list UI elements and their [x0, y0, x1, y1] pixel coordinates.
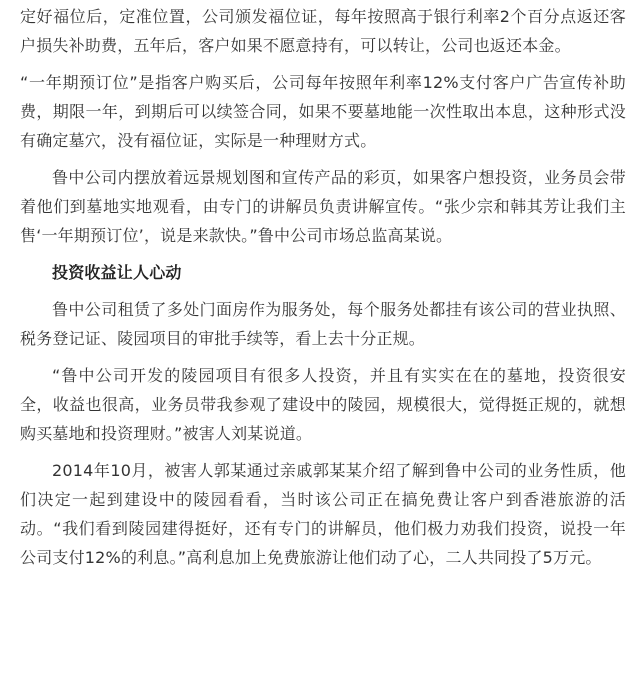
- article-paragraph: 定好福位后，定准位置，公司颁发福位证，每年按照高于银行利率2个百分点返还客户损失补助费，五年后，客户如果不愿意持有，可以转让，公司也返还本金。: [20, 7, 626, 55]
- article-paragraph: 鲁中公司租赁了多处门面房作为服务处，每个服务处都挂有该公司的营业执照、税务登记证、陵园项目的审批手续等，看上去十分正规。: [20, 300, 626, 348]
- article-paragraph: 鲁中公司内摆放着远景规划图和宣传产品的彩页，如果客户想投资，业务员会带着他们到墓地实地观看，由专门的讲解员负责讲解宣传。“张少宗和韩其芳让我们主售‘一年期预订位’，说是来款快。”鲁中公司市场总监高某说。: [20, 168, 626, 245]
- article-paragraph: “鲁中公司开发的陵园项目有很多人投资，并且有实实在在的墓地，投资很安全，收益也很高，业务员带我参观了建设中的陵园，规模很大，觉得挺正规的，就想购买墓地和投资理财。”被害人刘某说道。: [20, 366, 626, 443]
- article-paragraph: 2014年10月，被害人郭某通过亲戚郭某某介绍了解到鲁中公司的业务性质，他们决定一起到建设中的陵园看看，当时该公司正在搞免费让客户到香港旅游的活动。“我们看到陵园建得挺好，还有专门的讲解员，他们极力劝我们投资，说投一年公司支付12%的利息。”高利息加上免费旅游让他们动了心，二人共同投了5万元。: [20, 461, 626, 567]
- article-paragraph: “一年期预订位”是指客户购买后，公司每年按照年利率12%支付客户广告宣传补助费，期限一年，到期后可以续签合同，如果不要墓地能一次性取出本息，这种形式没有确定墓穴，没有福位证，实际是一种理财方式。: [20, 73, 626, 150]
- section-heading: 投资收益让人心动: [52, 263, 182, 282]
